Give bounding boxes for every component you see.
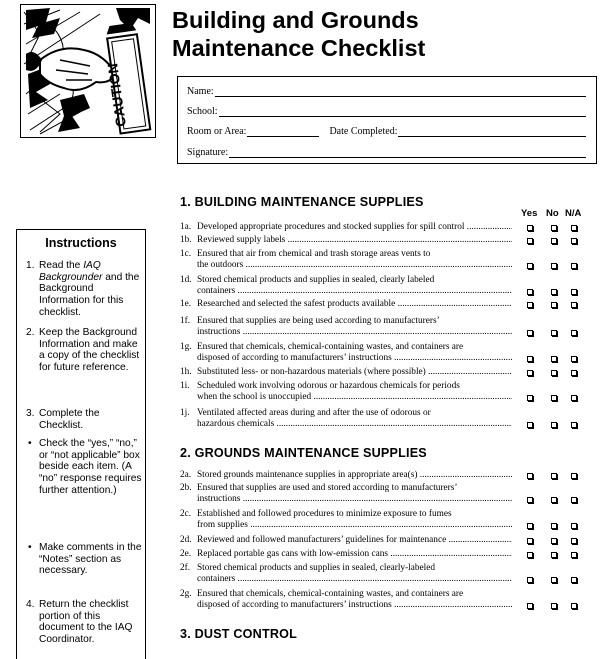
checkbox-yes[interactable] [527, 473, 533, 479]
item-text [197, 589, 512, 611]
checkbox-no[interactable] [551, 225, 557, 231]
item-text-line: instructions ..... [197, 327, 512, 338]
item-text [197, 222, 512, 233]
item-text-line: instructions ..... [197, 494, 512, 505]
item-text-line: Reviewed supply labels ..... [197, 235, 512, 246]
checkbox-yes[interactable] [527, 225, 533, 231]
checkbox-na[interactable] [571, 538, 577, 544]
instruction-marker: 4. [26, 599, 35, 610]
instruction-marker: 2. [26, 327, 35, 338]
checkbox-no[interactable] [551, 538, 557, 544]
item-number: 1d. [180, 275, 192, 285]
item-number: 1g. [180, 342, 192, 352]
item-text-line: hazardous chemicals ..... [197, 419, 512, 430]
item-number: 2f. [180, 563, 191, 573]
item-text [197, 535, 512, 546]
item-text [197, 235, 512, 246]
checkbox-yes[interactable] [527, 289, 533, 295]
column-yes: Yes [521, 208, 538, 219]
title-line-2: Maintenance Checklist [172, 35, 426, 61]
item-text-line: Ensured that air from chemical and trash storage areas vents to [197, 249, 431, 259]
name-row [187, 83, 586, 97]
item-number: 2b. [180, 483, 192, 493]
checkbox-na[interactable] [571, 289, 577, 295]
checkbox-no[interactable] [551, 473, 557, 479]
section-heading-grounds: 2. GROUNDS MAINTENANCE SUPPLIES [180, 446, 427, 460]
page-title [172, 6, 425, 62]
item-text [197, 483, 512, 505]
item-number: 2e. [180, 549, 192, 559]
checkbox-no[interactable] [551, 289, 557, 295]
item-text-line: the outdoors ..... [197, 260, 512, 271]
instruction-text: Check the “yes,” “no,” or “not applicable” box beside each item. (A “no” response requires further attention.) [39, 438, 142, 496]
name-field[interactable] [215, 86, 586, 97]
item-number: 1e. [180, 299, 192, 309]
caution-sign-logo [20, 4, 156, 138]
item-number: 1j. [180, 408, 190, 418]
item-number: 1f. [180, 316, 191, 326]
instruction-text: Return the checklist portion of this document to the IAQ Coordinator. [39, 599, 133, 646]
item-number: 2g. [180, 589, 192, 599]
checkbox-yes[interactable] [527, 422, 533, 428]
instructions-heading: Instructions [45, 236, 117, 250]
checkbox-na[interactable] [571, 603, 577, 609]
checkbox-na[interactable] [571, 523, 577, 529]
checkbox-na[interactable] [571, 302, 577, 308]
checkbox-yes[interactable] [527, 552, 533, 558]
instruction-item [26, 260, 142, 319]
item-text [197, 249, 512, 271]
school-label: School: [187, 106, 218, 117]
checkbox-yes[interactable] [527, 238, 533, 244]
info-form [177, 76, 597, 164]
instruction-text: Complete the Checklist. [39, 408, 100, 431]
checkbox-yes[interactable] [527, 395, 533, 401]
instruction-item [26, 599, 142, 646]
checkbox-no[interactable] [551, 263, 557, 269]
item-text-line: Ensured that chemicals, chemical-containing wastes, and containers are [197, 342, 464, 352]
checkbox-na[interactable] [571, 370, 577, 376]
checkbox-yes[interactable] [527, 523, 533, 529]
item-text-line: Developed appropriate procedures and stocked supplies for spill control ..... [197, 222, 512, 233]
item-text-line: Scheduled work involving odorous or hazardous chemicals for periods [197, 381, 460, 391]
checkbox-na[interactable] [571, 330, 577, 336]
item-text [197, 408, 512, 430]
item-text-line: containers ..... [197, 574, 512, 585]
instruction-marker: 1. [26, 260, 35, 271]
checkbox-na[interactable] [571, 225, 577, 231]
item-text-line: Ensured that supplies are used and stored according to manufacturers’ [197, 483, 458, 493]
checkbox-na[interactable] [571, 473, 577, 479]
item-number: 1i. [180, 381, 190, 391]
checkbox-yes[interactable] [527, 497, 533, 503]
item-text [197, 367, 512, 378]
instructions-box [16, 229, 146, 659]
signature-label: Signature: [187, 147, 229, 158]
checkbox-na[interactable] [571, 497, 577, 503]
school-row [187, 103, 586, 117]
item-text-line: Reviewed and followed manufacturers’ guidelines for maintenance ..... [197, 535, 512, 546]
item-text-line: Substituted less- or non-hazardous materials (where possible) ..... [197, 367, 512, 378]
section-heading-building: 1. BUILDING MAINTENANCE SUPPLIES [180, 195, 424, 209]
name-label: Name: [187, 86, 214, 97]
instruction-bullet [26, 438, 142, 497]
date-field[interactable] [398, 126, 586, 137]
item-text-line: Established and followed procedures to minimize exposure to fumes [197, 509, 452, 519]
item-text [197, 549, 512, 560]
date-label: Date Completed: [329, 126, 398, 137]
item-number: 2d. [180, 535, 192, 545]
item-number: 1b. [180, 235, 192, 245]
column-no: No [546, 208, 559, 219]
instruction-text: Read the IAQ Backgrounder and the Background Information for this checklist. [39, 260, 140, 318]
signature-row [187, 144, 586, 158]
room-label: Room or Area: [187, 126, 247, 137]
checkbox-yes[interactable] [527, 603, 533, 609]
checkbox-yes[interactable] [527, 538, 533, 544]
item-text-line: containers ..... [197, 286, 512, 297]
checkbox-no[interactable] [551, 603, 557, 609]
item-text-line: disposed of according to manufacturers’ instructions ..... [197, 353, 512, 364]
item-text-line: Researched and selected the safest products available ..... [197, 299, 512, 310]
instruction-bullet [26, 542, 142, 577]
item-text [197, 470, 512, 481]
checkbox-yes[interactable] [527, 356, 533, 362]
room-field[interactable] [247, 126, 319, 137]
room-date-row [187, 123, 586, 137]
item-text-line: Ensured that supplies are being used according to manufacturers’ [197, 316, 440, 326]
instruction-item [26, 327, 142, 374]
item-number: 2c. [180, 509, 192, 519]
item-text-line: Stored chemical products and supplies in sealed, clearly labeled [197, 275, 435, 285]
item-text [197, 299, 512, 310]
item-text-line: Ensured that chemicals, chemical-containing wastes, and containers are [197, 589, 464, 599]
checkbox-no[interactable] [551, 238, 557, 244]
checkbox-na[interactable] [571, 552, 577, 558]
item-text-line: Stored grounds maintenance supplies in appropriate area(s) ..... [197, 470, 512, 481]
item-number: 1c. [180, 249, 192, 259]
item-text-line: Stored chemical products and supplies in sealed, clearly-labeled [197, 563, 436, 573]
checkbox-yes[interactable] [527, 577, 533, 583]
item-text [197, 381, 512, 403]
title-line-1: Building and Grounds [172, 7, 419, 33]
item-number: 1a. [180, 222, 192, 232]
school-field[interactable] [219, 106, 586, 117]
caution-sign-text: CAUTION [104, 62, 129, 128]
checkbox-na[interactable] [571, 356, 577, 362]
item-text [197, 563, 512, 585]
item-number: 1h. [180, 367, 192, 377]
checkbox-yes[interactable] [527, 370, 533, 376]
checkbox-no[interactable] [551, 395, 557, 401]
checkbox-yes[interactable] [527, 263, 533, 269]
checkbox-no[interactable] [551, 302, 557, 308]
checkbox-yes[interactable] [527, 302, 533, 308]
checkbox-na[interactable] [571, 263, 577, 269]
instruction-item [26, 408, 142, 431]
item-text-line: when the school is unoccupied ..... [197, 392, 512, 403]
checkbox-no[interactable] [551, 552, 557, 558]
checkbox-no[interactable] [551, 497, 557, 503]
item-text-line: disposed of according to manufacturers’ instructions ..... [197, 600, 512, 611]
item-text-line: Replaced portable gas cans with low-emission cans ..... [197, 549, 512, 560]
checkbox-yes[interactable] [527, 330, 533, 336]
section-heading-dust: 3. DUST CONTROL [180, 627, 298, 641]
checkbox-no[interactable] [551, 422, 557, 428]
checkbox-na[interactable] [571, 395, 577, 401]
item-text [197, 316, 512, 338]
checkbox-na[interactable] [571, 577, 577, 583]
checkbox-no[interactable] [551, 356, 557, 362]
bullet-marker: • [28, 438, 32, 449]
signature-field[interactable] [229, 147, 586, 158]
checkbox-na[interactable] [571, 422, 577, 428]
column-na: N/A [565, 208, 582, 219]
item-text [197, 275, 512, 297]
item-number: 2a. [180, 470, 192, 480]
caution-sign-illustration [20, 4, 156, 138]
checkbox-no[interactable] [551, 330, 557, 336]
checkbox-no[interactable] [551, 523, 557, 529]
checkbox-no[interactable] [551, 370, 557, 376]
instruction-text: Keep the Background Information and make a copy of the checklist for future reference. [39, 327, 140, 374]
item-text [197, 509, 512, 531]
instruction-text: Make comments in the “Notes” section as necessary. [39, 542, 142, 577]
instruction-marker: 3. [26, 408, 35, 419]
bullet-marker: • [28, 542, 32, 553]
checkbox-na[interactable] [571, 238, 577, 244]
item-text-line: from supplies ..... [197, 520, 512, 531]
item-text-line: Ventilated affected areas during and after the use of odorous or [197, 408, 431, 418]
checkbox-no[interactable] [551, 577, 557, 583]
item-text [197, 342, 512, 364]
